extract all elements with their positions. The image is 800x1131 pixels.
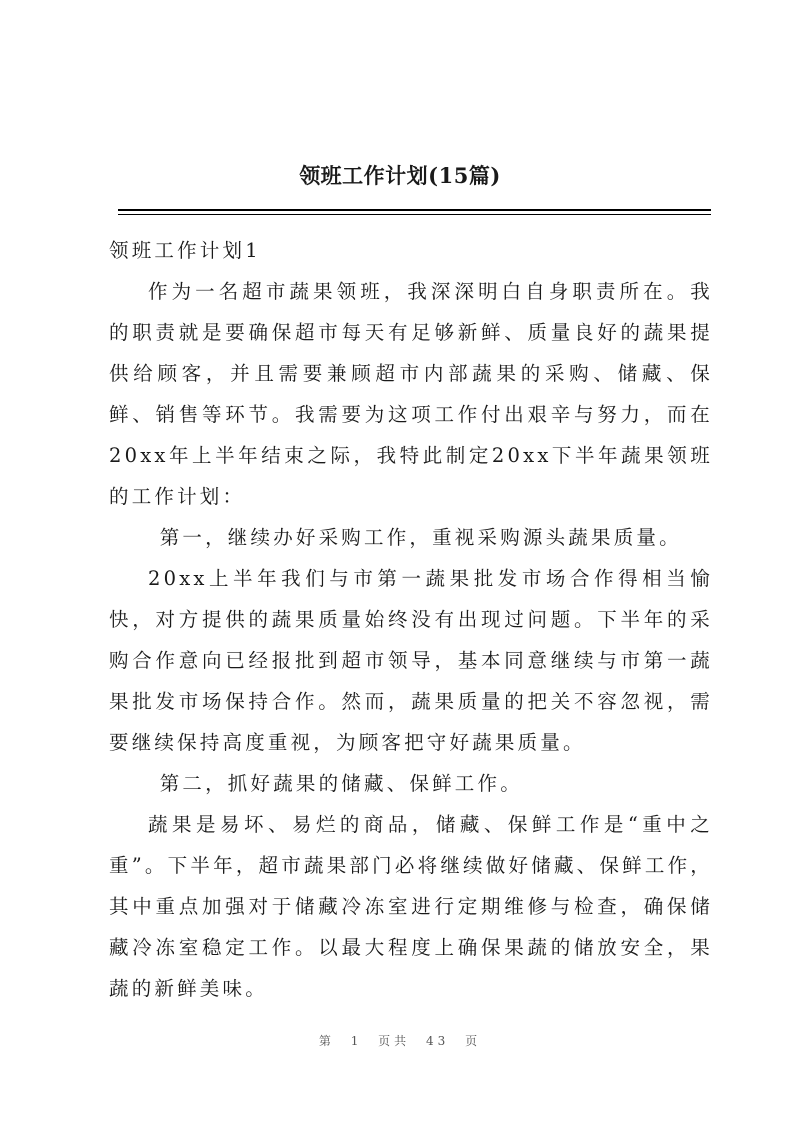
footer-page-prefix: 第 [318,1034,335,1048]
section-heading: 领班工作计划1 [109,239,261,262]
body-paragraph-storage: 蔬果是易坏、易烂的商品，储藏、保鲜工作是“重中之重”。下半年，超市蔬果部门必将继续做好储藏、保鲜工作，其中重点加强对于储藏冷冻室进行定期维修与检查，确保储藏冷冻室稳定工作。以最大程度上确保果蔬的储放安全，果蔬的新鲜美味。 [109,813,713,1000]
body-paragraph-intro: 作为一名超市蔬果领班，我深深明白自身职责所在。我的职责就是要确保超市每天有足够新鲜、质量良好的蔬果提供给顾客，并且需要兼顾超市内部蔬果的采购、储藏、保鲜、销售等环节。我需要为这项工作付出艰辛与努力，而在20xx年上半年结束之际，我特此制定20xx下半年蔬果领班的工作计划： [109,280,713,508]
title-rule-thin [118,214,711,215]
document-body [109,230,713,1009]
footer-page-number: 1 [350,1034,363,1048]
point-heading-two: 第二，抓好蔬果的储藏、保鲜工作。 [159,772,523,795]
footer-page-total: 43 [426,1034,450,1048]
footer-page-middle: 页共 [378,1034,411,1048]
body-paragraph-procurement: 20xx上半年我们与市第一蔬果批发市场合作得相当愉快，对方提供的蔬果质量始终没有出现过问题。下半年的采购合作意向已经报批到超市领导，基本同意继续与市第一蔬果批发市场保持合作。然而，蔬果质量的把关不容忽视，需要继续保持高度重视，为顾客把守好蔬果质量。 [109,567,713,754]
document-title: 领班工作计划(15篇) [299,163,501,188]
title-rule [118,209,711,211]
point-heading-one: 第一，继续办好采购工作，重视采购源头蔬果质量。 [159,526,682,549]
page-footer [0,1032,800,1049]
footer-page-suffix: 页 [465,1034,482,1048]
